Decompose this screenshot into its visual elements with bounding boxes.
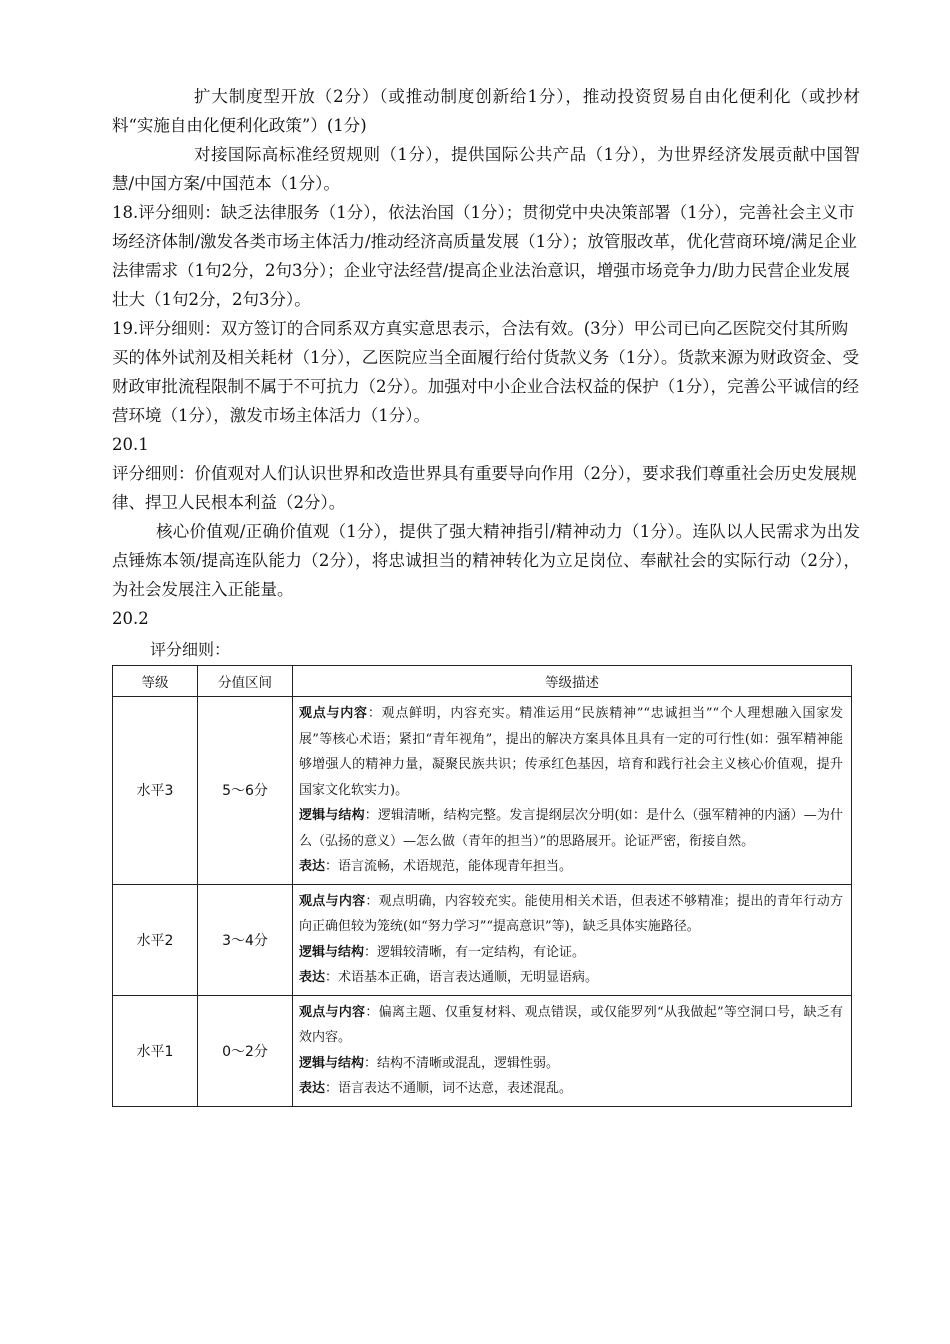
question-20-2-number: 20.2 [112, 609, 149, 628]
table-row [113, 697, 852, 885]
level-cell: 水平2 [113, 884, 198, 995]
level-cell: 水平3 [113, 697, 198, 885]
rubric-header-row [113, 666, 852, 697]
question-18: 18.评分细则：缺乏法律服务（1分），依法治国（1分）；贯彻党中央决策部署（1分），完善社会主义市场经济体制/激发各类市场主体活力/推动经济高质量发展（1分）；放管服改革，优化营商环境/满足企业法律需求（1句2分，2句3分）；企业守法经营/提高企业法治意识，增强市场竞争力/助力民营企业发展壮大（1句2分，2句3分）。 [112, 203, 857, 309]
criterion-content: 观点与内容：观点明确，内容较充实。能使用相关术语，但表述不够精准；提出的青年行动方向正确但较为笼统(如“努力学习”“提高意识”等)，缺乏具体实施路径。 [299, 893, 843, 934]
header-range: 分值区间 [198, 666, 293, 697]
paragraph-open-up: 扩大制度型开放（2分）（或推动制度创新给1分），推动投资贸易自由化便利化（或抄材料“实施自由化便利化政策”）(1分) [112, 87, 860, 135]
criterion-content: 观点与内容：偏离主题、仅重复材料、观点错误，或仅能罗列“从我做起”等空洞口号，缺乏有效内容。 [299, 1004, 843, 1045]
criterion-content: 观点与内容：观点鲜明，内容充实。精准运用“民族精神”“忠诚担当”“个人理想融入国家发展”等核心术语；紧扣“青年视角”，提出的解决方案具体且具有一定的可行性(如：强军精神能够增强人的精神力量，凝聚民族共识；传承红色基因，培育和践行社会主义核心价值观，提升国家文化软实力)。 [299, 706, 843, 798]
criterion-expression: 表达：语言流畅，术语规范，能体现青年担当。 [299, 859, 573, 874]
criterion-logic: 逻辑与结构：逻辑清晰，结构完整。发言提纲层次分明(如：是什么（强军精神的内涵）—为什么（弘扬的意义）—怎么做（青年的担当）”的思路展开。论证严密，衔接自然。 [299, 808, 843, 849]
criterion-logic: 逻辑与结构：逻辑较清晰，有一定结构，有论证。 [299, 944, 586, 960]
criterion-logic: 逻辑与结构：结构不清晰或混乱，逻辑性弱。 [299, 1055, 560, 1071]
table-row [113, 884, 852, 995]
range-cell: 0～2分 [198, 995, 293, 1106]
range-cell: 5～6分 [198, 697, 293, 885]
rubric-table [112, 665, 852, 1107]
description-cell [293, 884, 852, 995]
description-cell [293, 697, 852, 885]
criterion-expression: 表达：语言表达不通顺，词不达意，表述混乱。 [299, 1081, 573, 1096]
header-level: 等级 [113, 666, 198, 697]
range-cell: 3～4分 [198, 884, 293, 995]
rubric-label: 评分细则： [150, 640, 231, 659]
description-cell [293, 995, 852, 1106]
paragraph-rules: 对接国际高标准经贸规则（1分），提供国际公共产品（1分），为世界经济发展贡献中国智慧/中国方案/中国范本（1分）。 [112, 145, 860, 193]
question-20-1-core-values: 核心价值观/正确价值观（1分），提供了强大精神指引/精神动力（1分）。连队以人民需求为出发点锤炼本领/提高连队能力（2分），将忠诚担当的精神转化为立足岗位、奉献社会的实际行动（2分），为社会发展注入正能量。 [112, 522, 860, 599]
table-row [113, 995, 852, 1106]
question-20-1-criteria: 评分细则：价值观对人们认识世界和改造世界具有重要导向作用（2分），要求我们尊重社会历史发展规律、捍卫人民根本利益（2分）。 [112, 464, 857, 512]
criterion-expression: 表达：术语基本正确，语言表达通顺，无明显语病。 [299, 970, 599, 985]
question-20-1-number: 20.1 [112, 435, 149, 454]
level-cell: 水平1 [113, 995, 198, 1106]
header-description: 等级描述 [293, 666, 852, 697]
question-19: 19.评分细则：双方签订的合同系双方真实意思表示，合法有效。(3分）甲公司已向乙医院交付其所购买的体外试剂及相关耗材（1分），乙医院应当全面履行给付货款义务（1分）。货款来源为财政资金、受财政审批流程限制不属于不可抗力（2分）。加强对中小企业合法权益的保护（1分），完善公平诚信的经营环境（1分），激发市场主体活力（1分）。 [112, 319, 859, 425]
